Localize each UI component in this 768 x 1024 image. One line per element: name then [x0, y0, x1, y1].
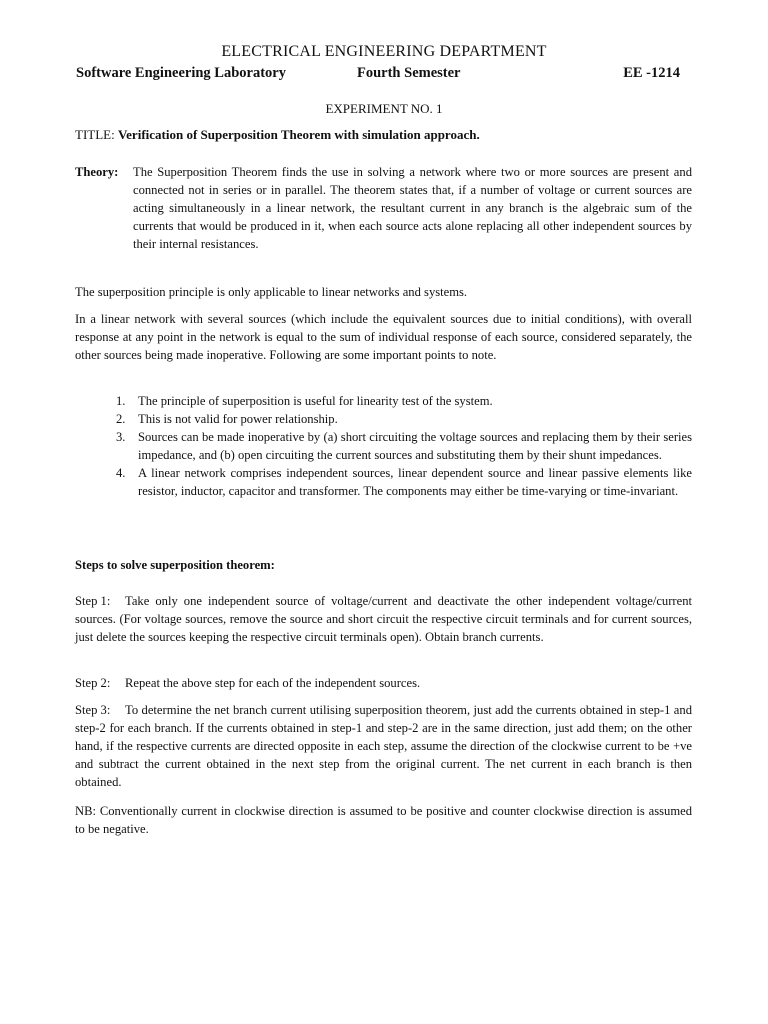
step-2-text-content: Repeat the above step for each of the independent sources. [125, 676, 421, 690]
theory-text: The Superposition Theorem finds the use in solving a network where two or more sources are present and connected not in series or in parallel. The theorem states that, if a number of voltage or current sources are acting simultaneously in a linear network, the resultant current in any branch is the algebraic sum of the currents that would be produced in it, when each source acts alone replacing all other independent sources by their internal resistances. [133, 165, 692, 251]
list-item-number: 4. [116, 466, 126, 480]
list-item-text: This is not valid for power relationship. [138, 412, 338, 426]
steps-heading: Steps to solve superposition theorem: [75, 558, 275, 572]
semester: Fourth Semester [357, 65, 461, 81]
step-3-text-content: To determine the net branch current utilising superposition theorem, just add the currents obtained in step-1 and step-2 for each branch. If the currents obtained in step-1 and step-2 are in the same direction, just add them; on the other hand, if the respective currents are directed opposite in each step, assume the direction of the clockwise current to be +ve and subtract the current obtained in the next step from the original current. The net current in each branch is then obtained. [75, 703, 692, 789]
step-3-text [75, 701, 692, 791]
theory-label: Theory: [75, 165, 119, 179]
step-1 [75, 592, 692, 646]
lab-name: Software Engineering Laboratory [76, 65, 286, 81]
paragraph-linear-only: The superposition principle is only applicable to linear networks and systems. [75, 285, 468, 299]
list-item [75, 410, 692, 428]
step-1-text [75, 592, 692, 646]
list-item-number: 1. [116, 394, 126, 408]
note-paragraph: NB: Conventionally current in clockwise direction is assumed to be positive and counter clockwise direction is assumed to be negative. [75, 804, 692, 836]
list-item-text: The principle of superposition is useful for linearity test of the system. [138, 394, 493, 408]
step-2-label: Step 2: [75, 676, 111, 690]
list-item [75, 428, 692, 464]
step-1-label: Step 1: [75, 594, 111, 608]
department-heading: ELECTRICAL ENGINEERING DEPARTMENT [221, 43, 547, 60]
list-item-number: 3. [116, 430, 126, 444]
course-code: EE -1214 [623, 65, 680, 81]
list-item [75, 464, 692, 500]
step-1-text-content: Take only one independent source of voltage/current and deactivate the other independent voltage/current sources. (For voltage sources, remove the source and short circuit the respective circuit terminals and for current sources, just delete the sources keeping the respective circuit terminals open). Obtain branch currents. [75, 594, 692, 644]
step-3-label: Step 3: [75, 703, 111, 717]
experiment-number: EXPERIMENT NO. 1 [325, 101, 443, 116]
title-label: TITLE: [75, 127, 115, 142]
list-item [75, 392, 692, 410]
step-2 [75, 674, 692, 692]
paragraph-linear-network: In a linear network with several sources (which include the equivalent sources due to initial conditions), with overall response at any point in the network is equal to the sum of individual response of each source, considered separately, the other sources being made inoperative. Following are some important points to note. [75, 312, 692, 362]
step-3 [75, 701, 692, 791]
list-item-text: Sources can be made inoperative by (a) short circuiting the voltage sources and replacing them by their series impedance, and (b) open circuiting the current sources and substituting them by their shunt impedances. [138, 430, 692, 462]
list-item-number: 2. [116, 412, 126, 426]
list-item-text: A linear network comprises independent sources, linear dependent source and linear passive elements like resistor, inductor, capacitor and transformer. The components may either be time-varying or time-invariant. [138, 466, 692, 498]
theory-section [75, 163, 692, 253]
step-2-text [75, 674, 692, 692]
important-points-list [75, 392, 692, 500]
experiment-title [75, 126, 480, 144]
title-text: Verification of Superposition Theorem with simulation approach. [117, 127, 480, 142]
